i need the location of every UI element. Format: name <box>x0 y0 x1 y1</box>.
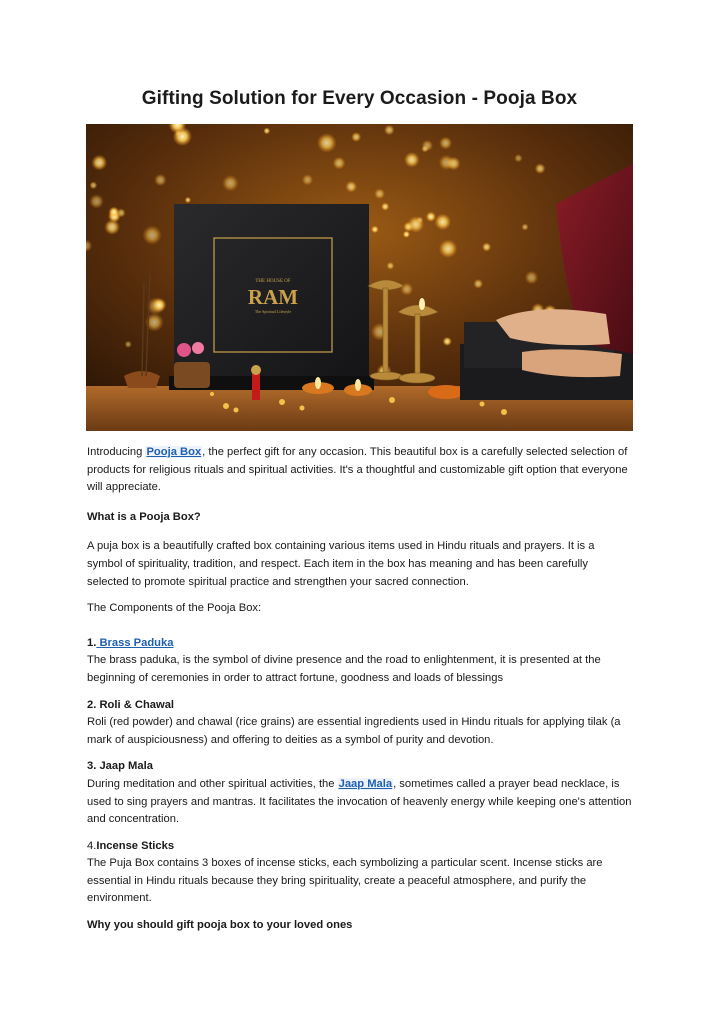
bokeh-light <box>403 231 410 238</box>
bokeh-light <box>142 225 161 244</box>
bokeh-light <box>384 125 395 136</box>
item-3: 3. Jaap Mala <box>87 760 153 773</box>
bokeh-light <box>152 298 166 312</box>
bokeh-light <box>109 207 120 218</box>
item-2-body: Roli (red powder) and chawal (rice grains) are essential ingredients used in Hindu rituals for applying tilak (a mark of auspiciousness) and offering to deities as a symbol of purity and devotion. <box>87 716 621 746</box>
pooja-box-photo <box>86 124 633 431</box>
what-paragraph: A puja box is a beautifully crafted box containing various items used in Hindu rituals and prayers. It is a symbol of spirituality, tradition, and respect. Each item in the box has meaning and has been carefully selected to promote spiritual practice and strengthen your sacred connection. <box>87 540 595 588</box>
bokeh-light <box>473 279 483 289</box>
item-4-body: The Puja Box contains 3 boxes of incense sticks, each symbolizing a particular scent. Incense sticks are essential in Hindu rituals because they bring spirituality, create a peaceful atmosphere, and purify the environment. <box>87 857 603 905</box>
ram-logo: RAM <box>247 285 299 309</box>
jaap-mala-link[interactable]: Jaap Mala <box>338 777 393 790</box>
svg-text:THE HOUSE OF: THE HOUSE OF <box>255 279 291 284</box>
bokeh-light <box>154 174 166 186</box>
bokeh-light <box>371 226 379 234</box>
bokeh-light <box>482 242 491 251</box>
bokeh-light <box>302 174 313 185</box>
components-heading: The Components of the Pooja Box: <box>87 602 262 615</box>
bokeh-light <box>91 155 107 171</box>
bokeh-light <box>125 341 132 348</box>
bokeh-light <box>535 163 546 174</box>
bokeh-light <box>333 157 346 170</box>
bokeh-light <box>439 155 454 170</box>
intro-paragraph: Introducing Pooja Box, the perfect gift for any occasion. This beautiful box is a carefully selected selection of products for religious rituals and spiritual activities. It's a thoughtful and customizable gift option that everyone will appreciate. <box>87 446 628 494</box>
bokeh-light <box>416 217 423 224</box>
item-1-body: The brass paduka, is the symbol of divine presence and the road to enlightenment, it is presented at the beginning of ceremonies in order to attract fortune, goodness and loads of blessings <box>87 654 601 684</box>
bokeh-light <box>435 214 452 231</box>
item-2: 2. Roli & Chawal <box>87 698 175 711</box>
bokeh-light <box>439 137 452 150</box>
bokeh-light <box>426 212 436 222</box>
hero-image <box>86 124 633 431</box>
bokeh-light <box>374 188 385 199</box>
bokeh-light <box>387 262 395 270</box>
page-title: Gifting Solution for Every Occasion - Pooja Box <box>141 88 578 109</box>
bokeh-light <box>89 194 104 209</box>
bokeh-light <box>421 145 428 152</box>
bokeh-light <box>525 271 539 285</box>
bokeh-light <box>345 181 357 193</box>
bokeh-light <box>263 128 270 135</box>
svg-text:The Spiritual Lifestyle: The Spiritual Lifestyle <box>254 309 292 314</box>
bokeh-light <box>381 203 389 211</box>
bokeh-light <box>351 132 361 142</box>
bokeh-light <box>317 133 337 153</box>
article-body <box>87 444 632 935</box>
item-4: 4.Incense Sticks <box>87 839 175 852</box>
pooja-box-link[interactable]: Pooja Box <box>146 446 202 458</box>
bokeh-light <box>514 154 522 162</box>
bokeh-light <box>404 152 420 168</box>
bokeh-light <box>521 223 528 230</box>
item-3-body: During meditation and other spiritual activities, the Jaap Mala, sometimes called a prayer bead necklace, is used to sing prayers and mantras. It facilitates the invocation of heavenly energy while keeping one's attention and concentration. <box>87 777 632 826</box>
bokeh-light <box>185 197 191 203</box>
why-heading: Why you should gift pooja box to your loved ones <box>87 919 353 932</box>
item-1: 1. Brass Paduka <box>87 636 174 649</box>
brass-paduka-link[interactable]: Brass Paduka <box>96 636 174 649</box>
bokeh-light <box>439 239 458 258</box>
what-heading: What is a Pooja Box? <box>87 510 201 523</box>
bokeh-light <box>443 337 452 346</box>
bokeh-light <box>222 175 238 191</box>
bokeh-light <box>90 181 98 189</box>
